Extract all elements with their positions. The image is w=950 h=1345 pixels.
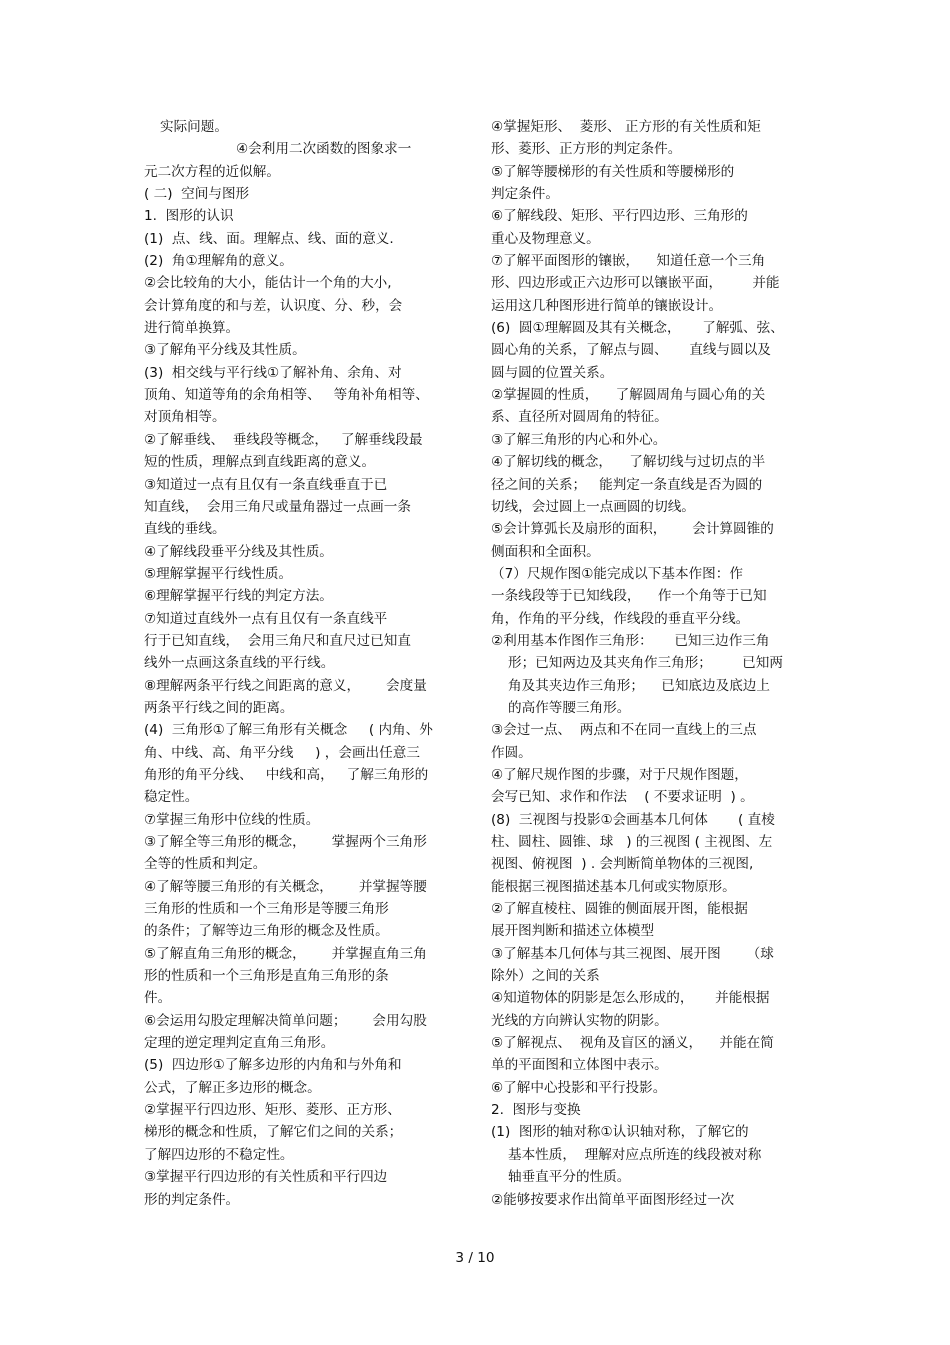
text-line: ⑧理解两条平行线之间距离的意义， 会度量 <box>144 677 427 694</box>
text-line: 径之间的关系； 能判定一条直线是否为圆的 <box>491 476 763 493</box>
text-line: 轴垂直平分的性质。 <box>508 1169 631 1186</box>
text-line: (1) 点、线、面。理解点、线、面的意义. <box>144 230 394 247</box>
text-line: ⑦了解平面图形的镶嵌， 知道任意一个三角 <box>491 253 766 270</box>
text-line: ④了解尺规作图的步骤，对于尺规作图题， <box>491 766 748 783</box>
text-line: 基本性质， 理解对应点所连的线段被对称 <box>508 1146 762 1163</box>
text-line: 切线，会过圆上一点画圆的切线。 <box>491 498 695 515</box>
text-line: (8) 三视图与投影①会画基本几何体 ( 直棱 <box>491 811 775 828</box>
text-line: ②能够按要求作出简单平面图形经过一次 <box>491 1191 735 1208</box>
text-line: ④了解等腰三角形的有关概念， 并掌握等腰 <box>144 878 427 895</box>
text-line: 光线的方向辨认实物的阴影。 <box>491 1012 668 1029</box>
text-line: ③知道过一点有且仅有一条直线垂直于已 <box>144 476 388 493</box>
text-line: ⑥会运用勾股定理解决简单问题； 会用勾股 <box>144 1012 427 1029</box>
text-line: 进行简单换算。 <box>144 320 240 337</box>
text-line: 圆与圆的位置关系。 <box>491 364 614 381</box>
text-line: ②利用基本作图作三角形： 已知三边作三角 <box>491 632 770 649</box>
text-line: 判定条件。 <box>491 186 559 203</box>
text-line: 重心及物理意义。 <box>491 230 600 247</box>
text-line: 角及其夹边作三角形； 已知底边及底边上 <box>508 677 770 694</box>
text-line: 形的判定条件。 <box>144 1191 240 1208</box>
text-line: 直线的垂线。 <box>144 521 226 538</box>
text-line: ⑤理解掌握平行线性质。 <box>144 565 293 582</box>
text-line: 作圆。 <box>491 744 532 761</box>
text-line: 侧面积和全面积。 <box>491 543 600 560</box>
text-line: 线外一点画这条直线的平行线。 <box>144 655 335 672</box>
text-line: (1) 图形的轴对称①认识轴对称，了解它的 <box>491 1124 749 1141</box>
text-line: 全等的性质和判定。 <box>144 856 267 873</box>
section-heading: 1. 图形的认识 <box>144 208 234 225</box>
text-line: ②掌握平行四边形、矩形、菱形、正方形、 <box>144 1102 401 1119</box>
text-line: 的条件；了解等边三角形的概念及性质。 <box>144 923 389 940</box>
text-line: ③掌握平行四边形的有关性质和平行四边 <box>144 1169 388 1186</box>
text-line: 短的性质，理解点到直线距离的意义。 <box>144 454 376 471</box>
text-line: 单的平面图和立体图中表示。 <box>491 1057 668 1074</box>
text-line: 系、直径所对圆周角的特征。 <box>491 409 668 426</box>
text-line: ②掌握圆的性质， 了解圆周角与圆心角的关 <box>491 387 766 404</box>
text-line: ③了解三角形的内心和外心。 <box>491 431 667 448</box>
text-line: 运用这几种图形进行简单的镶嵌设计。 <box>491 297 723 314</box>
text-line: 形的性质和一个三角形是直角三角形的条 <box>144 968 389 985</box>
text-line: ⑤了解直角三角形的概念， 并掌握直角三角 <box>144 945 427 962</box>
section-heading: ( 二) 空间与图形 <box>144 186 250 203</box>
text-line: 视图、俯视图 ) . 会判断简单物体的三视图, <box>491 856 754 873</box>
text-line: ④知道物体的阴影是怎么形成的， 并能根据 <box>491 990 770 1007</box>
text-line: 两条平行线之间的距离。 <box>144 699 294 716</box>
text-line: （7）尺规作图①能完成以下基本作图：作 <box>491 565 743 582</box>
text-line: ④掌握矩形、 菱形、 正方形的有关性质和矩 <box>491 119 761 135</box>
text-line: 圆心角的关系，了解点与圆、 直线与圆以及 <box>491 342 771 359</box>
text-line: 除外）之间的关系 <box>491 968 600 985</box>
text-line: ⑥了解中心投影和平行投影。 <box>491 1079 667 1096</box>
text-line: 一条线段等于已知线段， 作一个角等于已知 <box>491 588 767 605</box>
text-line: 实际问题。 <box>160 119 228 135</box>
text-line: ②了解直棱柱、圆锥的侧面展开图，能根据 <box>491 901 748 918</box>
text-line: ③了解基本几何体与其三视图、展开图 （球 <box>491 945 774 962</box>
text-line: 顶角、知道等角的余角相等、 等角补角相等、 <box>144 387 429 404</box>
text-line: ⑥了解线段、矩形、平行四边形、三角形的 <box>491 208 748 225</box>
text-line: 稳定性。 <box>144 789 199 806</box>
text-line: 展开图判断和描述立体模型 <box>491 923 655 940</box>
text-line: 角、中线、高、角平分线 ) ，会画出任意三 <box>144 744 420 761</box>
section-heading: 2. 图形与变换 <box>491 1102 581 1119</box>
text-line: 三角形的性质和一个三角形是等腰三角形 <box>144 901 389 918</box>
text-line: ⑦知道过直线外一点有且仅有一条直线平 <box>144 610 388 627</box>
text-line: 的高作等腰三角形。 <box>508 699 631 716</box>
left-column <box>144 116 462 1211</box>
text-line: ⑤了解视点、 视角及盲区的涵义， 并能在简 <box>491 1035 774 1052</box>
text-line: 定理的逆定理判定直角三角形。 <box>144 1035 335 1052</box>
text-line: ⑦掌握三角形中位线的性质。 <box>144 811 320 828</box>
page-number: 3 / 10 <box>455 1250 495 1266</box>
text-line: ④了解切线的概念， 了解切线与过切点的半 <box>491 454 766 471</box>
text-line: ②会比较角的大小，能估计一个角的大小, <box>144 275 392 292</box>
text-line: 会写已知、求作和作法 ( 不要求证明 ) 。 <box>491 789 754 806</box>
text-line: (4) 三角形①了解三角形有关概念 ( 内角、外 <box>144 722 433 739</box>
text-line: 角形的角平分线、 中线和高， 了解三角形的 <box>144 766 429 783</box>
text-line: 元二次方程的近似解。 <box>144 163 280 180</box>
text-line: ③了解全等三角形的概念， 掌握两个三角形 <box>144 834 427 850</box>
text-line: 了解四边形的不稳定性。 <box>144 1146 294 1163</box>
text-line: ③会过一点、 两点和不在同一直线上的三点 <box>491 722 757 739</box>
text-line: (6) 圆①理解圆及其有关概念， 了解弧、弦、 <box>491 320 784 337</box>
text-line: ②了解垂线、 垂线段等概念， 了解垂线段最 <box>144 431 423 448</box>
text-line: 柱、圆柱、圆锥、球 ) 的三视图 ( 主视图、左 <box>491 834 773 850</box>
text-line: ⑤会计算弧长及扇形的面积， 会计算圆锥的 <box>491 521 774 538</box>
text-line: 知直线， 会用三角尺或量角器过一点画一条 <box>144 498 411 515</box>
text-line: 梯形的概念和性质，了解它们之间的关系； <box>144 1124 403 1141</box>
text-line: (2) 角①理解角的意义。 <box>144 253 293 270</box>
text-line: ⑤了解等腰梯形的有关性质和等腰梯形的 <box>491 163 735 180</box>
text-line: 形、四边形或正六边形可以镶嵌平面， 并能 <box>491 275 780 292</box>
text-line: ④了解线段垂平分线及其性质。 <box>144 543 333 560</box>
text-line: 形；已知两边及其夹角作三角形； 已知两 <box>508 655 783 672</box>
right-column <box>491 116 809 1211</box>
text-line: 角，作角的平分线，作线段的垂直平分线。 <box>491 610 750 627</box>
text-line: 对顶角相等。 <box>144 409 226 426</box>
text-line: ③了解角平分线及其性质。 <box>144 342 306 359</box>
text-line: 会计算角度的和与差，认识度、分、秒，会 <box>144 297 403 314</box>
text-line: ④会利用二次函数的图象求一 <box>236 141 412 158</box>
text-line: 公式，了解正多边形的概念。 <box>144 1079 321 1096</box>
text-line: 行于已知直线， 会用三角尺和直尺过已知直 <box>144 632 411 649</box>
text-line: (5) 四边形①了解多边形的内角和与外角和 <box>144 1057 402 1074</box>
text-line: 件。 <box>144 990 172 1007</box>
text-line: (3) 相交线与平行线①了解补角、余角、对 <box>144 364 402 381</box>
text-line: 能根据三视图描述基本几何或实物原形。 <box>491 878 736 895</box>
text-line: ⑥理解掌握平行线的判定方法。 <box>144 588 333 605</box>
text-line: 形、菱形、正方形的判定条件。 <box>491 141 682 158</box>
